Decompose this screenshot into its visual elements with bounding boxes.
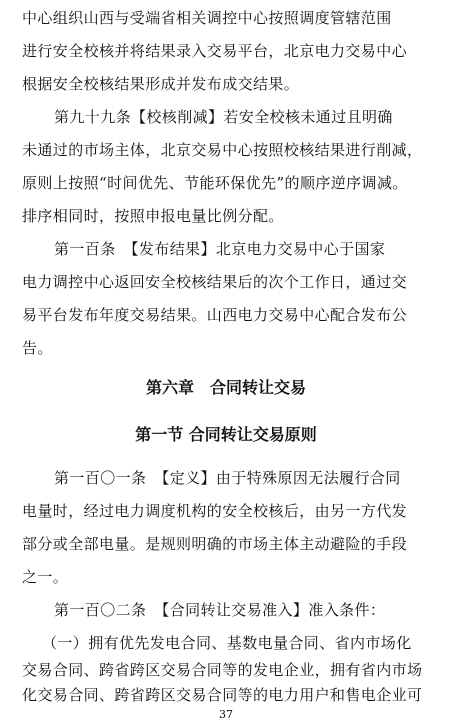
paragraph-line: 未通过的市场主体，北京交易中心按照校核结果进行削减，: [22, 141, 423, 159]
page-number: 37: [219, 708, 233, 721]
paragraph-line: 电力调控中心返回安全校核结果后的次个工作日，通过交: [22, 273, 408, 291]
article-99-line: 第九十九条【校核削减】若安全校核未通过且明确: [54, 108, 393, 126]
article-102-line: 第一百〇二条 【合同转让交易准入】准入条件：: [54, 601, 386, 619]
paragraph-line: 电量时，经过电力调度机构的安全校核后，由另一方代发: [22, 502, 408, 520]
clause-1-line: （一）拥有优先发电合同、基数电量合同、省内市场化: [42, 634, 412, 652]
paragraph-line: 交易合同、跨省跨区交易合同等的发电企业，拥有省内市场: [22, 661, 423, 679]
paragraph-line: 之一。: [22, 568, 69, 586]
section-title: 第一节 合同转让交易原则: [135, 425, 317, 444]
article-100-line: 第一百条 【发布结果】北京电力交易中心于国家: [54, 240, 386, 258]
paragraph-line: 中心组织山西与受端省相关调控中心按照调度管辖范围: [22, 9, 392, 27]
paragraph-line: 原则上按照“时间优先、节能环保优先”的顺序逆序调减。: [22, 174, 408, 192]
article-101-line: 第一百〇一条 【定义】由于特殊原因无法履行合同: [54, 469, 401, 487]
paragraph-line: 化交易合同、跨省跨区交易合同等的电力用户和售电企业可: [22, 686, 423, 704]
chapter-title: 第六章 合同转让交易: [145, 378, 306, 397]
paragraph-line: 部分或全部电量。是规则明确的市场主体主动避险的手段: [22, 535, 408, 553]
paragraph-line: 进行安全校核并将结果录入交易平台，北京电力交易中心: [22, 42, 408, 60]
paragraph-line: 告。: [22, 339, 53, 357]
paragraph-line: 根据安全校核结果形成并发布成交结果。: [22, 75, 300, 93]
paragraph-line: 易平台发布年度交易结果。山西电力交易中心配合发布公: [22, 306, 408, 324]
paragraph-line: 排序相同时，按照申报电量比例分配。: [22, 207, 284, 225]
